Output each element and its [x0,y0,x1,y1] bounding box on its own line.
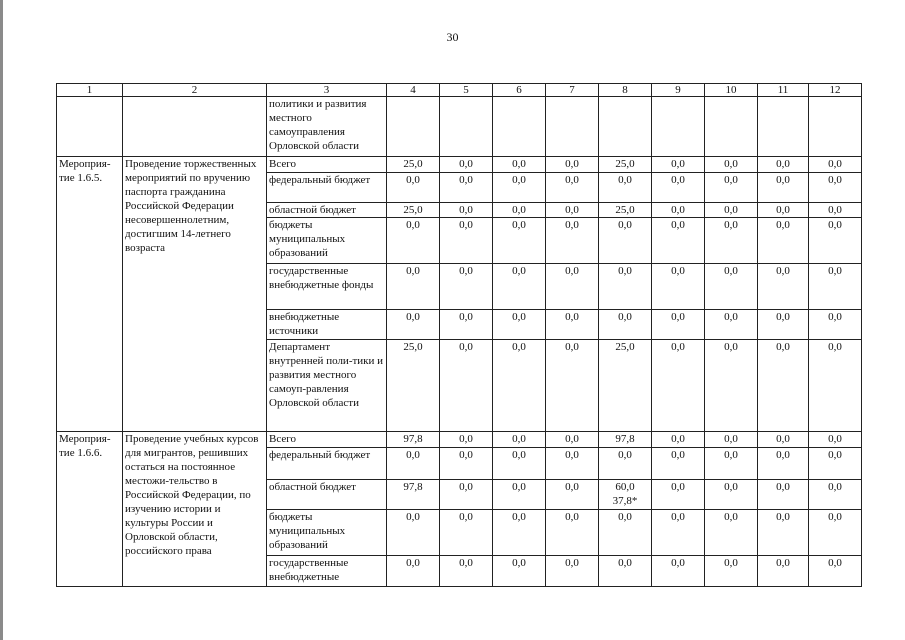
col-header: 8 [599,84,652,97]
amount-cell: 0,0 [440,264,493,310]
amount-cell: 0,0 [599,264,652,310]
page-left-edge [0,0,3,640]
funding-source: Департамент внутренней поли-тики и развития местного самоуп-равления Орловской области [267,340,387,432]
amount-cell: 0,0 [758,340,809,432]
amount-cell: 0,0 [546,310,599,340]
amount-cell: 0,0 [758,556,809,587]
amount-cell: 0,0 [387,310,440,340]
measure-1-6-5 [57,157,862,432]
amount-cell: 25,0 [599,157,652,173]
amount-cell: 0,0 [652,264,705,310]
amount-cell: 0,0 [705,480,758,510]
amount-cell: 0,0 [387,264,440,310]
amount-cell: 0,0 [599,510,652,556]
amount-cell: 0,0 [652,157,705,173]
amount-cell: 0,0 [387,173,440,203]
col-header: 5 [440,84,493,97]
amount-cell: 0,0 [652,203,705,218]
amount-cell: 0,0 [493,480,546,510]
amount-cell: 0,0 [758,157,809,173]
amount-cell: 0,0 [440,480,493,510]
amount-cell: 0,0 [493,264,546,310]
amount-cell: 0,0 [652,448,705,480]
amount-cell: 0,0 [758,432,809,448]
amount-cell: 25,0 [387,340,440,432]
amount-cell: 0,0 [440,432,493,448]
amount-cell: 0,0 [546,340,599,432]
amount-cell: 0,0 [546,480,599,510]
funding-source: внебюджетные источники [267,310,387,340]
funding-source: Всего [267,157,387,173]
amount-cell: 0,0 [599,556,652,587]
amount-cell: 0,0 [493,218,546,264]
amount-cell: 0,0 [705,432,758,448]
amount-cell: 0,0 [809,310,862,340]
amount-cell: 0,0 [387,556,440,587]
amount-cell: 0,0 [440,203,493,218]
col-header: 4 [387,84,440,97]
amount-cell: 0,0 [705,340,758,432]
amount-cell: 0,0 [387,218,440,264]
amount-cell: 0,0 [705,310,758,340]
col-header: 7 [546,84,599,97]
amount-cell: 0,0 [440,340,493,432]
amount-cell: 0,0 [809,157,862,173]
amount-cell: 0,0 [809,448,862,480]
funding-source: федеральный бюджет [267,448,387,480]
amount-cell: 0,0 [440,218,493,264]
amount-cell: 0,0 [652,432,705,448]
amount-cell: 0,0 [652,173,705,203]
amount-cell: 0,0 [705,218,758,264]
funding-source: бюджеты муниципальных образований [267,510,387,556]
amount-cell: 0,0 [705,157,758,173]
amount-cell: 97,8 [387,432,440,448]
amount-cell: 0,0 [546,264,599,310]
financing-table [56,83,862,587]
measure-name: Проведение торжественных мероприятий по вручению паспорта гражданина Российской Федерации несовершеннолетним, достигшим 14-летнего возраста [123,157,267,432]
col-header: 12 [809,84,862,97]
amount-cell: 0,0 [652,340,705,432]
amount-cell: 0,0 [493,173,546,203]
amount-cell: 0,0 [440,556,493,587]
amount-cell: 0,0 [387,448,440,480]
col-header: 3 [267,84,387,97]
amount-cell: 0,0 [705,556,758,587]
amount-cell: 0,0 [440,448,493,480]
amount-cell: 0,0 [546,157,599,173]
amount-cell: 0,0 [705,448,758,480]
amount-cell: 0,0 [652,556,705,587]
funding-source: федеральный бюджет [267,173,387,203]
funding-source: государственные внебюджетные [267,556,387,587]
table-row [57,157,862,173]
amount-cell: 0,0 [440,510,493,556]
amount-cell: 0,0 [493,157,546,173]
col-header: 2 [123,84,267,97]
col-header: 6 [493,84,546,97]
amount-cell: 0,0 [809,203,862,218]
amount-cell: 97,8 [387,480,440,510]
amount-cell: 0,0 [493,556,546,587]
amount-cell: 0,0 [387,510,440,556]
amount-cell: 25,0 [599,340,652,432]
empty-cell [57,97,123,157]
amount-cell: 0,0 [493,510,546,556]
measure-1-6-6 [57,432,862,587]
amount-cell: 25,0 [387,203,440,218]
amount-cell: 0,0 [758,510,809,556]
amount-cell: 0,0 [546,556,599,587]
amount-cell: 0,0 [440,310,493,340]
amount-cell: 0,0 [546,448,599,480]
amount-cell: 0,0 [809,432,862,448]
table-row [57,432,862,448]
amount-cell: 0,0 [493,203,546,218]
amount-cell: 0,0 [599,218,652,264]
amount-cell: 0,0 [705,203,758,218]
funding-source: бюджеты муниципальных образований [267,218,387,264]
amount-cell: 0,0 [546,218,599,264]
amount-cell: 0,0 [599,173,652,203]
amount-cell: 0,0 [599,310,652,340]
measure-code: Мероприя-тие 1.6.5. [57,157,123,432]
amount-cell: 25,0 [599,203,652,218]
amount-cell: 0,0 [546,432,599,448]
amount-cell: 0,0 [809,556,862,587]
amount-cell: 0,0 [809,480,862,510]
empty-cell [123,97,267,157]
amount-cell: 0,0 [652,510,705,556]
amount-cell: 0,0 [652,218,705,264]
amount-cell: 0,0 [758,480,809,510]
col-header: 11 [758,84,809,97]
amount-cell: 0,0 [758,310,809,340]
continuation-row [57,97,862,157]
amount-cell: 0,0 [440,173,493,203]
amount-cell: 0,0 [758,173,809,203]
amount-cell: 0,0 [758,264,809,310]
amount-cell: 0,0 [705,173,758,203]
amount-cell: 25,0 [387,157,440,173]
amount-cell: 0,0 [546,203,599,218]
col-header: 10 [705,84,758,97]
amount-cell: 0,0 [493,432,546,448]
amount-cell: 0,0 [758,203,809,218]
amount-cell: 0,0 [493,448,546,480]
amount-cell: 0,0 [809,218,862,264]
amount-cell: 0,0 [546,173,599,203]
amount-cell: 0,0 [809,173,862,203]
funding-source: областной бюджет [267,480,387,510]
amount-cell: 0,0 [652,480,705,510]
amount-cell: 0,0 [705,264,758,310]
amount-cell: 0,0 [758,448,809,480]
amount-cell: 0,0 [652,310,705,340]
amount-cell: 0,0 [758,218,809,264]
funding-source: государственные внебюджетные фонды [267,264,387,310]
amount-cell: 0,0 [440,157,493,173]
amount-cell: 0,0 [809,264,862,310]
amount-cell: 0,0 [493,340,546,432]
amount-cell: 97,8 [599,432,652,448]
funding-source: Всего [267,432,387,448]
amount-cell: 0,0 [493,310,546,340]
funding-source: областной бюджет [267,203,387,218]
page-number: 30 [446,30,459,44]
amount-cell: 0,0 [705,510,758,556]
column-number-row [57,84,862,97]
measure-name: Проведение учебных курсов для мигрантов, решивших остаться на постоянное местожи-тельство в Российской Федерации, по изучению истории и культуры России и Орловской области, российского права [123,432,267,587]
amount-cell: 0,0 [546,510,599,556]
amount-cell: 0,0 [809,340,862,432]
source-cell: политики и развития местного самоуправления Орловской области [267,97,387,157]
measure-code: Мероприя-тие 1.6.6. [57,432,123,587]
amount-cell: 0,0 [809,510,862,556]
col-header: 9 [652,84,705,97]
col-header: 1 [57,84,123,97]
amount-cell: 0,0 [599,448,652,480]
amount-cell: 60,0 37,8* [599,480,652,510]
